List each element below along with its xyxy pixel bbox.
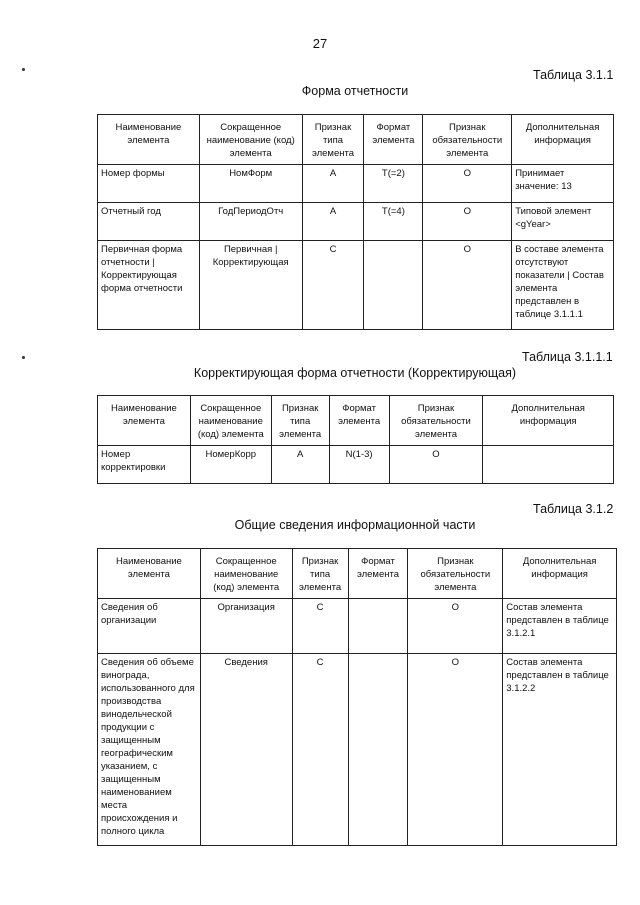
- scan-speck: [22, 356, 25, 359]
- table-row: [98, 203, 614, 241]
- correction-form-table: [97, 395, 614, 484]
- column-header: Дополнительная информация: [512, 115, 614, 165]
- scan-speck: [22, 68, 25, 71]
- table-cell: С: [302, 241, 364, 330]
- table-cell: Сведения об объеме винограда, использованного для производства винодельческой продукции с защищенным географическим указанием, с защищенным наименованием места происхождения и полного цикла: [98, 654, 201, 846]
- table-cell: Номер формы: [98, 165, 200, 203]
- table-cell: T(=4): [364, 203, 423, 241]
- table-row: [98, 241, 614, 330]
- column-header: Дополнительная информация: [483, 396, 614, 446]
- column-header: Признак обязательности элемента: [408, 549, 503, 599]
- table-row: [98, 165, 614, 203]
- table-cell: В составе элемента отсутствуют показатели | Состав элемента представлен в таблице 3.1.1.1: [512, 241, 614, 330]
- column-header: Признак типа элемента: [271, 396, 329, 446]
- column-header: Признак типа элемента: [292, 549, 348, 599]
- table-cell: А: [302, 203, 364, 241]
- table-cell: Типовой элемент <gYear>: [512, 203, 614, 241]
- table-row: [98, 446, 614, 484]
- column-header: Сокращенное наименование (код) элемента: [199, 115, 302, 165]
- table-cell: [364, 241, 423, 330]
- table-cell: ГодПериодОтч: [199, 203, 302, 241]
- table-cell: НомФорм: [199, 165, 302, 203]
- table-cell: Принимает значение: 13: [512, 165, 614, 203]
- table-row: [98, 654, 617, 846]
- table-cell: О: [423, 203, 512, 241]
- table-title: Форма отчетности: [301, 84, 409, 98]
- table-label: Таблица 3.1.1.1: [522, 350, 613, 364]
- table-cell: N(1-3): [329, 446, 389, 484]
- column-header: Наименование элемента: [98, 115, 200, 165]
- table-title: Корректирующая форма отчетности (Корректирующая): [193, 366, 517, 380]
- column-header: Формат элемента: [348, 549, 408, 599]
- table-title: Общие сведения информационной части: [234, 518, 476, 532]
- table-cell: С: [292, 599, 348, 654]
- column-header: Сокращенное наименование (код) элемента: [190, 396, 271, 446]
- column-header: Признак типа элемента: [302, 115, 364, 165]
- table-cell: О: [423, 241, 512, 330]
- column-header: Признак обязательности элемента: [389, 396, 483, 446]
- table-cell: О: [408, 654, 503, 846]
- column-header: Формат элемента: [364, 115, 423, 165]
- column-header: Формат элемента: [329, 396, 389, 446]
- table-cell: [348, 599, 408, 654]
- table-cell: [483, 446, 614, 484]
- table-header-row: [98, 115, 614, 165]
- table-cell: А: [302, 165, 364, 203]
- table-row: [98, 599, 617, 654]
- column-header: Наименование элемента: [98, 396, 191, 446]
- table-cell: Состав элемента представлен в таблице 3.1.2.2: [503, 654, 617, 846]
- page-number: 27: [312, 36, 328, 51]
- table-cell: О: [389, 446, 483, 484]
- table-cell: Номер корректировки: [98, 446, 191, 484]
- table-cell: О: [423, 165, 512, 203]
- table-label: Таблица 3.1.2: [533, 502, 614, 516]
- column-header: Дополнительная информация: [503, 549, 617, 599]
- table-cell: [348, 654, 408, 846]
- table-header-row: [98, 396, 614, 446]
- general-info-table: [97, 548, 617, 846]
- table-header-row: [98, 549, 617, 599]
- table-cell: Сведения об организации: [98, 599, 201, 654]
- column-header: Признак обязательности элемента: [423, 115, 512, 165]
- column-header: Сокращенное наименование (код) элемента: [200, 549, 292, 599]
- table-cell: Первичная форма отчетности | Корректирующая форма отчетности: [98, 241, 200, 330]
- reporting-form-table: [97, 114, 614, 330]
- table-cell: С: [292, 654, 348, 846]
- table-cell: Сведения: [200, 654, 292, 846]
- table-cell: А: [271, 446, 329, 484]
- table-cell: О: [408, 599, 503, 654]
- table-cell: T(=2): [364, 165, 423, 203]
- table-label: Таблица 3.1.1: [533, 68, 614, 82]
- table-cell: НомерКорр: [190, 446, 271, 484]
- table-cell: Отчетный год: [98, 203, 200, 241]
- column-header: Наименование элемента: [98, 549, 201, 599]
- table-cell: Организация: [200, 599, 292, 654]
- table-cell: Состав элемента представлен в таблице 3.1.2.1: [503, 599, 617, 654]
- table-cell: Первичная | Корректирующая: [199, 241, 302, 330]
